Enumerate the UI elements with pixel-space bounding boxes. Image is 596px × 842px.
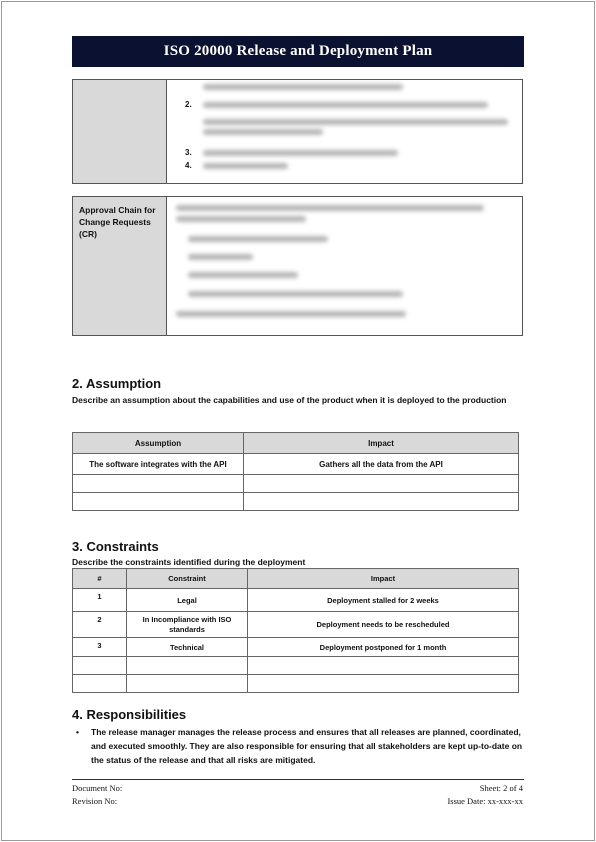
table-row bbox=[73, 589, 519, 612]
top-left-cell bbox=[73, 80, 167, 183]
table-cell bbox=[73, 493, 244, 511]
table-cell bbox=[73, 657, 127, 675]
sheet-number: Sheet: 2 of 4 bbox=[479, 783, 523, 793]
table-cell bbox=[244, 493, 519, 511]
constraints-description: Describe the constraints identified during the deployment bbox=[72, 557, 306, 567]
table-cell: Gathers all the data from the API bbox=[244, 454, 519, 475]
table-cell bbox=[73, 675, 127, 693]
table-cell: 1 bbox=[73, 589, 127, 612]
issue-date: Issue Date: xx-xxx-xx bbox=[447, 796, 523, 806]
table-row bbox=[73, 454, 519, 475]
table-row bbox=[73, 638, 519, 657]
assumption-heading: 2. Assumption bbox=[72, 376, 162, 391]
list-number: 4. bbox=[185, 161, 192, 170]
approval-label-cell bbox=[73, 197, 167, 335]
constraint-column-header: Constraint bbox=[127, 569, 248, 589]
table-cell bbox=[127, 675, 248, 693]
revision-number: Revision No: bbox=[72, 796, 118, 806]
blurred-text bbox=[176, 216, 306, 222]
blurred-text bbox=[203, 84, 403, 90]
blurred-text bbox=[203, 150, 398, 156]
number-column-header: # bbox=[73, 569, 127, 589]
blurred-text bbox=[188, 236, 328, 242]
table-cell: 2 bbox=[73, 612, 127, 638]
responsibilities-bullet-item bbox=[72, 725, 528, 767]
impact-column-header: Impact bbox=[244, 433, 519, 454]
approval-chain-label: Approval Chain for Change Requests (CR) bbox=[79, 205, 156, 239]
table-cell: Technical bbox=[127, 638, 248, 657]
table-cell bbox=[73, 475, 244, 493]
footer-divider bbox=[72, 779, 524, 780]
table-cell: 3 bbox=[73, 638, 127, 657]
table-cell: In Incompliance with ISO standards bbox=[127, 612, 248, 638]
assumption-description: Describe an assumption about the capabilities and use of the product when it is deployed to the production bbox=[72, 395, 507, 405]
table-cell: Legal bbox=[127, 589, 248, 612]
blurred-text bbox=[188, 254, 253, 260]
table-row bbox=[73, 657, 519, 675]
table-cell: The software integrates with the API bbox=[73, 454, 244, 475]
constraints-heading: 3. Constraints bbox=[72, 539, 159, 554]
table-cell: Deployment postponed for 1 month bbox=[248, 638, 519, 657]
table-row bbox=[73, 475, 519, 493]
table-cell bbox=[248, 657, 519, 675]
table-cell bbox=[248, 675, 519, 693]
constraints-table bbox=[72, 568, 519, 693]
document-number: Document No: bbox=[72, 783, 123, 793]
list-number: 2. bbox=[185, 100, 192, 109]
approval-chain-box bbox=[72, 196, 523, 336]
table-row bbox=[73, 612, 519, 638]
blurred-text bbox=[203, 129, 323, 135]
blurred-text bbox=[176, 311, 406, 317]
responsibilities-heading: 4. Responsibilities bbox=[72, 707, 187, 722]
table-row bbox=[73, 493, 519, 511]
responsibilities-text: The release manager manages the release process and ensures that all releases are planned, coordinated, and executed smoothly. They are also responsible for ensuring that all stakeholders are kept up-to-date on the status of the release and that all risks are mitigated. bbox=[91, 727, 523, 765]
table-cell: Deployment stalled for 2 weeks bbox=[248, 589, 519, 612]
table-row bbox=[73, 675, 519, 693]
blurred-text bbox=[188, 272, 298, 278]
blurred-text bbox=[176, 205, 484, 211]
list-number: 3. bbox=[185, 148, 192, 157]
blurred-text bbox=[203, 119, 508, 125]
impact-column-header: Impact bbox=[248, 569, 519, 589]
top-content-box bbox=[72, 79, 523, 184]
document-title: ISO 20000 Release and Deployment Plan bbox=[72, 36, 524, 67]
blurred-text bbox=[188, 291, 403, 297]
bullet-icon: • bbox=[76, 727, 79, 737]
table-cell bbox=[127, 657, 248, 675]
blurred-text bbox=[203, 163, 288, 169]
assumption-column-header: Assumption bbox=[73, 433, 244, 454]
table-cell bbox=[244, 475, 519, 493]
table-cell: Deployment needs to be rescheduled bbox=[248, 612, 519, 638]
blurred-text bbox=[203, 102, 488, 108]
assumption-table bbox=[72, 432, 519, 511]
